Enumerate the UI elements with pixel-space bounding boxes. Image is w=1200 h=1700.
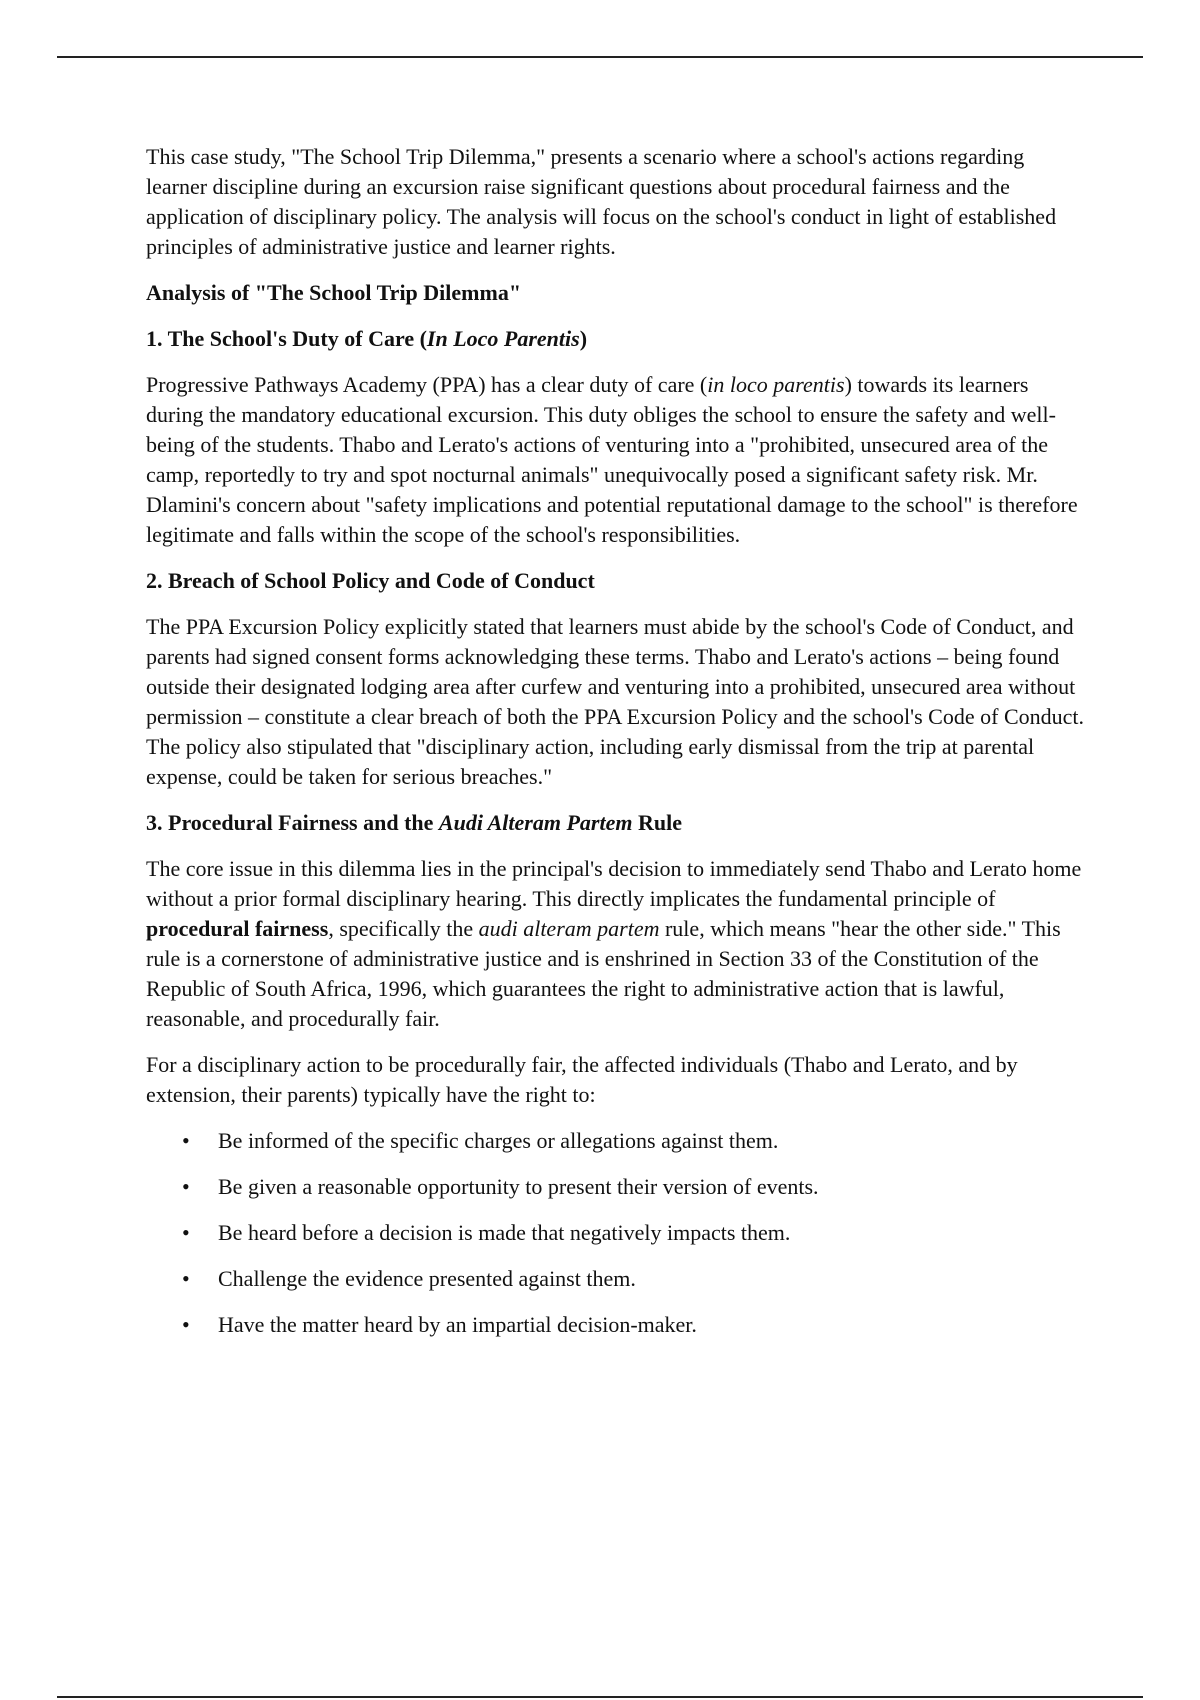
section-3-text-c: rule, which means "hear the other side." This rule is a cornerstone of administrative justice and is enshrined in Section 33 of the Constitution of the Republic of South Africa, 1996, which guarantees the right to administrative action that is lawful, reasonable, and procedurally fair. [146,916,1061,1031]
analysis-heading: Analysis of "The School Trip Dilemma" [146,280,522,305]
section-3-text-b: , specifically the [328,916,479,941]
bullet-icon: • [182,1174,190,1199]
section-1-heading-suffix: ) [579,326,588,351]
bullet-icon: • [182,1220,190,1245]
list-item-text: Be given a reasonable opportunity to present their version of events. [218,1174,819,1199]
list-item [146,1172,1086,1202]
section-1-paragraph [146,370,1086,550]
section-1-heading-prefix: 1. The School's Duty of Care ( [146,326,427,351]
section-1-heading [146,324,1086,354]
intro-paragraph: This case study, "The School Trip Dilemma," presents a scenario where a school's actions regarding learner discipline during an excursion raise significant questions about procedural fairness and the application of disciplinary policy. The analysis will focus on the school's conduct in light of established principles of administrative justice and learner rights. [146,144,1057,259]
section-3-heading-prefix: 3. Procedural Fairness and the [146,810,439,835]
list-item [146,1310,1086,1340]
section-3-heading-italic: Audi Alteram Partem [438,810,633,835]
bullet-icon: • [182,1266,190,1291]
rights-list [146,1126,1086,1340]
document-body [146,142,1086,1356]
section-1-text-b: ) towards its learners during the mandatory educational excursion. This duty obliges the school to ensure the safety and well-being of the students. Thabo and Lerato's actions of venturing into a "prohibited, unsecured area of the camp, reportedly to try and spot nocturnal animals" unequivocally posed a significant safety risk. Mr. Dlamini's concern about "safety implications and potential reputational damage to the school" is therefore legitimate and falls within the scope of the school's responsibilities. [146,372,1078,547]
list-item-text: Be informed of the specific charges or allegations against them. [218,1128,779,1153]
list-item [146,1264,1086,1294]
top-rule [57,56,1143,58]
section-1-text-italic: in loco parentis [707,372,845,397]
section-2-paragraph: The PPA Excursion Policy explicitly stated that learners must abide by the school's Code of Conduct, and parents had signed consent forms acknowledging these terms. Thabo and Lerato's actions – being found outside their designated lodging area after curfew and venturing into a prohibited, unsecured area without permission – constitute a clear breach of both the PPA Excursion Policy and the school's Code of Conduct. The policy also stipulated that "disciplinary action, including early dismissal from the trip at parental expense, could be taken for serious breaches." [146,614,1084,789]
list-item-text: Be heard before a decision is made that negatively impacts them. [218,1220,791,1245]
section-1-heading-italic: In Loco Parentis [426,326,580,351]
section-3-text-bold: procedural fairness [146,916,329,941]
bullet-icon: • [182,1312,190,1337]
section-2-heading: 2. Breach of School Policy and Code of Conduct [146,568,595,593]
section-1-text-a: Progressive Pathways Academy (PPA) has a clear duty of care ( [146,372,708,397]
list-item-text: Challenge the evidence presented against them. [218,1266,636,1291]
section-3-paragraph-2: For a disciplinary action to be procedurally fair, the affected individuals (Thabo and Lerato, and by extension, their parents) typically have the right to: [146,1052,1018,1107]
bullet-icon: • [182,1128,190,1153]
list-item-text: Have the matter heard by an impartial decision-maker. [218,1312,697,1337]
list-item [146,1218,1086,1248]
section-3-paragraph-1 [146,854,1086,1034]
list-item [146,1126,1086,1156]
bottom-rule [57,1696,1143,1698]
section-3-text-a: The core issue in this dilemma lies in the principal's decision to immediately send Thabo and Lerato home without a prior formal disciplinary hearing. This directly implicates the fundamental principle of [146,856,1082,911]
section-3-text-italic: audi alteram partem [478,916,660,941]
section-3-heading [146,808,1086,838]
section-3-heading-suffix: Rule [632,810,682,835]
